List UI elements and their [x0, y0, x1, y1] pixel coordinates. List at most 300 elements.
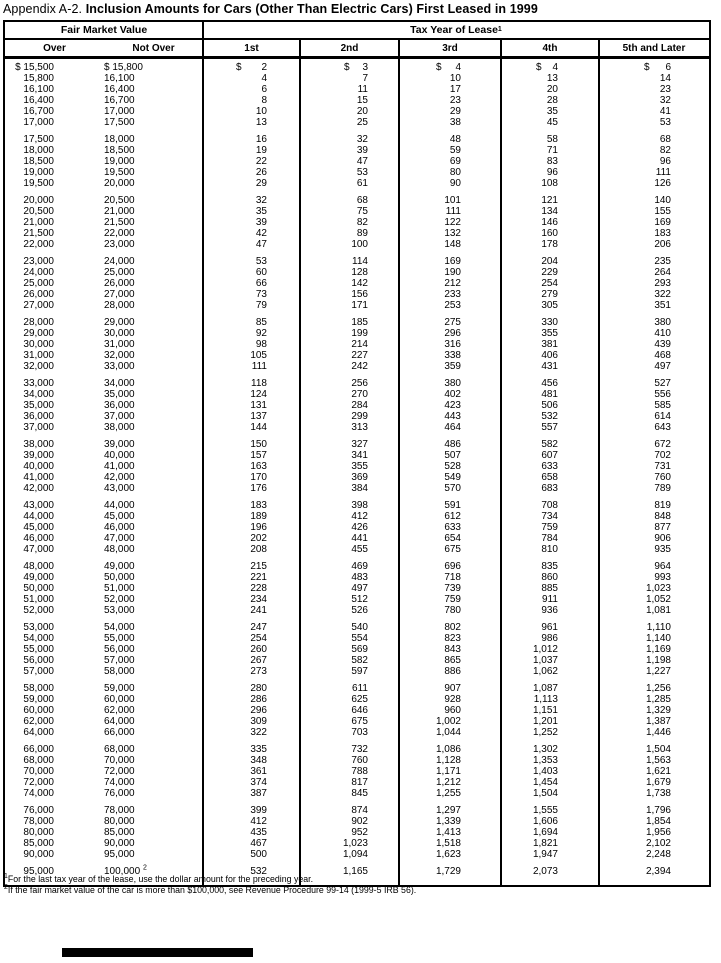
amount: 387	[250, 788, 267, 799]
table-cell	[300, 522, 399, 533]
table-cell	[5, 439, 104, 450]
table-cell	[599, 849, 709, 860]
table-cell	[203, 328, 300, 339]
column-header-3rd: 3rd	[442, 42, 458, 54]
amount: 44,000	[104, 500, 135, 511]
amount: 118	[251, 378, 267, 389]
table-row	[5, 805, 709, 816]
amount: 675	[444, 544, 461, 555]
amount: 20	[356, 106, 368, 117]
amount: 672	[654, 439, 671, 450]
amount: 55,000	[104, 633, 135, 644]
amount: 176	[250, 483, 267, 494]
table-cell	[501, 533, 599, 544]
amount: 835	[541, 561, 558, 572]
amount: 532	[541, 411, 558, 422]
footnotes	[4, 874, 416, 896]
table-cell	[104, 727, 203, 738]
table-cell	[104, 178, 203, 189]
amount: 614	[654, 411, 671, 422]
table-cell	[599, 62, 709, 73]
amount: $ 15,500	[15, 62, 54, 73]
amount: 49,000	[104, 561, 135, 572]
amount: 144	[250, 422, 267, 433]
amount: 68	[659, 134, 671, 145]
table-row	[5, 744, 709, 755]
table-cell	[501, 866, 599, 877]
table-cell	[599, 300, 709, 311]
table-cell	[203, 816, 300, 827]
amount: 817	[351, 777, 368, 788]
table-cell	[5, 849, 104, 860]
table-cell	[599, 361, 709, 372]
table-cell	[399, 655, 501, 666]
amount: 111	[445, 206, 461, 217]
table-row	[5, 777, 709, 788]
table-cell	[501, 805, 599, 816]
amount: 14	[659, 73, 671, 84]
table-cell	[501, 361, 599, 372]
table-cell	[300, 328, 399, 339]
amount: 911	[542, 594, 558, 605]
amount: 16	[255, 134, 267, 145]
table-cell	[300, 694, 399, 705]
amount: 45,000	[104, 511, 135, 522]
amount: 140	[654, 195, 671, 206]
amount: 28,000	[23, 317, 54, 328]
amount: 72,000	[104, 766, 135, 777]
row-group	[5, 317, 709, 372]
amount: 142	[351, 278, 368, 289]
amount: 58,000	[23, 683, 54, 694]
amount: 35	[255, 206, 267, 217]
table-cell	[300, 178, 399, 189]
amount: 13	[255, 117, 267, 128]
table-cell	[399, 117, 501, 128]
table-cell	[203, 228, 300, 239]
table-cell	[501, 378, 599, 389]
table-row	[5, 206, 709, 217]
table-cell	[5, 450, 104, 461]
amount: 16,700	[23, 106, 54, 117]
amount: 233	[444, 289, 461, 300]
page-title	[3, 2, 538, 16]
table-cell	[399, 849, 501, 860]
amount: 190	[444, 267, 461, 278]
amount: 19,500	[104, 167, 135, 178]
table-cell	[300, 483, 399, 494]
appendix-label: Appendix A-2.	[3, 2, 83, 16]
table-cell	[5, 156, 104, 167]
amount: 70,000	[23, 766, 54, 777]
table-cell	[599, 533, 709, 544]
amount: 381	[541, 339, 558, 350]
table-cell	[203, 777, 300, 788]
table-cell	[104, 450, 203, 461]
table-row	[5, 178, 709, 189]
amount: 121	[541, 195, 558, 206]
amount: 412	[250, 816, 267, 827]
table-cell	[104, 766, 203, 777]
table-cell	[300, 561, 399, 572]
table-header-row-2	[5, 40, 709, 59]
table-cell	[5, 134, 104, 145]
table-cell	[203, 544, 300, 555]
amount: 380	[444, 378, 461, 389]
table-cell	[599, 328, 709, 339]
table-cell	[599, 605, 709, 616]
amount: 21,000	[23, 217, 54, 228]
table-cell	[203, 666, 300, 677]
amount: 185	[351, 317, 368, 328]
amount: 178	[541, 239, 558, 250]
amount: 8	[261, 95, 267, 106]
amount: 497	[654, 361, 671, 372]
table-cell	[104, 339, 203, 350]
amount: 384	[351, 483, 368, 494]
table-cell	[599, 716, 709, 727]
amount: 31,000	[104, 339, 135, 350]
amount: 256	[351, 378, 368, 389]
table-cell	[300, 644, 399, 655]
row-group	[5, 561, 709, 616]
table-cell	[5, 583, 104, 594]
amount: 611	[352, 683, 368, 694]
table-cell	[599, 195, 709, 206]
table-cell	[203, 605, 300, 616]
amount: 43,000	[23, 500, 54, 511]
table-cell	[501, 727, 599, 738]
amount: 399	[250, 805, 267, 816]
amount: 35,000	[104, 389, 135, 400]
table-row	[5, 694, 709, 705]
table-cell	[599, 522, 709, 533]
table-cell	[501, 583, 599, 594]
table-row	[5, 838, 709, 849]
amount: 19	[255, 145, 267, 156]
amount: 26,000	[23, 289, 54, 300]
amount: 702	[654, 450, 671, 461]
table-cell	[399, 622, 501, 633]
amount: 423	[444, 400, 461, 411]
table-cell	[399, 206, 501, 217]
table-cell	[599, 73, 709, 84]
amount: 4	[552, 62, 558, 73]
table-cell	[104, 317, 203, 328]
table-cell	[399, 727, 501, 738]
table-cell	[203, 378, 300, 389]
amount: 280	[250, 683, 267, 694]
amount: 819	[654, 500, 671, 511]
amount: 654	[444, 533, 461, 544]
amount: 1,151	[532, 705, 558, 716]
amount: 221	[250, 572, 267, 583]
table-cell	[399, 228, 501, 239]
amount: 455	[351, 544, 368, 555]
amount: 22	[255, 156, 267, 167]
amount: 74,000	[23, 788, 54, 799]
table-cell	[104, 583, 203, 594]
column-header-1st: 1st	[244, 42, 259, 54]
table-cell	[399, 461, 501, 472]
amount: 341	[351, 450, 368, 461]
amount: 582	[541, 439, 558, 450]
table-cell	[203, 400, 300, 411]
table-cell	[300, 400, 399, 411]
table-cell	[5, 544, 104, 555]
table-cell	[501, 156, 599, 167]
table-cell	[399, 167, 501, 178]
table-cell	[5, 378, 104, 389]
table-row	[5, 195, 709, 206]
table-cell	[501, 300, 599, 311]
amount: 267	[250, 655, 267, 666]
amount: 760	[654, 472, 671, 483]
table-cell	[599, 727, 709, 738]
table-cell	[399, 644, 501, 655]
amount: 964	[654, 561, 671, 572]
table-cell	[104, 655, 203, 666]
table-cell	[501, 350, 599, 361]
amount: 21,500	[104, 217, 135, 228]
table-cell	[203, 633, 300, 644]
amount: 435	[250, 827, 267, 838]
amount: 1,694	[532, 827, 558, 838]
amount: 169	[444, 256, 461, 267]
table-cell	[300, 62, 399, 73]
table-row	[5, 300, 709, 311]
amount: 30,000	[23, 339, 54, 350]
amount: 68,000	[23, 755, 54, 766]
amount: 1,563	[645, 755, 671, 766]
table-cell	[501, 716, 599, 727]
table-cell	[300, 167, 399, 178]
amount: 296	[250, 705, 267, 716]
amount: 299	[351, 411, 368, 422]
table-cell	[300, 106, 399, 117]
amount: 1,201	[532, 716, 558, 727]
amount: 137	[250, 411, 267, 422]
header-fair-market-value: Fair Market Value	[60, 24, 148, 36]
amount: 229	[541, 267, 558, 278]
amount: 80,000	[23, 827, 54, 838]
table-cell	[501, 827, 599, 838]
table-cell	[203, 694, 300, 705]
table-cell	[599, 145, 709, 156]
table-cell	[104, 816, 203, 827]
table-cell	[399, 511, 501, 522]
table-cell	[501, 605, 599, 616]
amount: 19,000	[23, 167, 54, 178]
table-cell	[599, 744, 709, 755]
table-cell	[300, 339, 399, 350]
table-cell	[399, 411, 501, 422]
amount: 2,248	[645, 849, 671, 860]
amount: 122	[444, 217, 461, 228]
amount: 60	[255, 267, 267, 278]
amount: 90,000	[104, 838, 135, 849]
table-cell	[599, 544, 709, 555]
amount: 549	[444, 472, 461, 483]
table-cell	[399, 705, 501, 716]
amount: 810	[541, 544, 558, 555]
table-cell	[5, 278, 104, 289]
table-cell	[599, 422, 709, 433]
table-cell	[203, 62, 300, 73]
table-cell	[501, 439, 599, 450]
amount: 1,062	[532, 666, 558, 677]
table-cell	[104, 805, 203, 816]
table-cell	[501, 117, 599, 128]
amount: 410	[654, 328, 671, 339]
amount: 497	[351, 583, 368, 594]
table-cell	[203, 644, 300, 655]
table-cell	[501, 572, 599, 583]
amount: 591	[444, 500, 461, 511]
table-cell	[599, 755, 709, 766]
table-cell	[300, 683, 399, 694]
amount: 1,956	[645, 827, 671, 838]
amount: 646	[351, 705, 368, 716]
amount: 1,679	[645, 777, 671, 788]
amount: 1,252	[532, 727, 558, 738]
amount: 66,000	[23, 744, 54, 755]
amount: 64,000	[23, 727, 54, 738]
table-cell	[501, 461, 599, 472]
table-cell	[399, 156, 501, 167]
table-cell	[399, 583, 501, 594]
column-header-5th-and-later: 5th and Later	[622, 42, 686, 54]
table-cell	[501, 389, 599, 400]
amount: 6	[665, 62, 671, 73]
table-cell	[203, 766, 300, 777]
table-cell	[300, 95, 399, 106]
table-cell	[203, 849, 300, 860]
table-cell	[501, 317, 599, 328]
table-cell	[501, 777, 599, 788]
table-cell	[300, 716, 399, 727]
table-cell	[300, 655, 399, 666]
row-group	[5, 805, 709, 860]
dollar-sign: $	[536, 62, 542, 73]
amount: 1,854	[645, 816, 671, 827]
amount: 1,403	[532, 766, 558, 777]
table-cell	[399, 594, 501, 605]
table-cell	[104, 117, 203, 128]
table-cell	[501, 73, 599, 84]
amount: 30,000	[104, 328, 135, 339]
table-cell	[203, 361, 300, 372]
table-cell	[104, 594, 203, 605]
amount: 96	[659, 156, 671, 167]
amount: 247	[250, 622, 267, 633]
table-row	[5, 605, 709, 616]
amount: 16,100	[104, 73, 135, 84]
row-group	[5, 439, 709, 494]
amount: 17,500	[23, 134, 54, 145]
amount: 83	[546, 156, 558, 167]
column-header-2nd: 2nd	[340, 42, 359, 54]
table-cell	[300, 217, 399, 228]
amount: 23	[659, 84, 671, 95]
amount: 1,947	[532, 849, 558, 860]
amount: 215	[250, 561, 267, 572]
table-cell	[5, 716, 104, 727]
amount: 398	[351, 500, 368, 511]
dollar-sign: $	[344, 62, 350, 73]
amount: 526	[351, 605, 368, 616]
table-cell	[5, 666, 104, 677]
amount: 348	[250, 755, 267, 766]
table-cell	[599, 694, 709, 705]
table-cell	[300, 500, 399, 511]
table-cell	[501, 289, 599, 300]
table-cell	[5, 228, 104, 239]
table-cell	[399, 522, 501, 533]
amount: 204	[541, 256, 558, 267]
table-cell	[5, 755, 104, 766]
amount: 43,000	[104, 483, 135, 494]
table-cell	[501, 838, 599, 849]
table-row	[5, 117, 709, 128]
amount: 585	[654, 400, 671, 411]
table-cell	[203, 106, 300, 117]
amount: 100,000 $^2$	[104, 864, 147, 877]
table-row	[5, 766, 709, 777]
table-cell	[104, 361, 203, 372]
amount: 1,044	[435, 727, 461, 738]
table-row	[5, 339, 709, 350]
amount: 359	[444, 361, 461, 372]
table-row	[5, 145, 709, 156]
table-cell	[5, 239, 104, 250]
table-cell	[501, 106, 599, 117]
amount: 32	[356, 134, 368, 145]
table-cell	[104, 300, 203, 311]
amount: 64,000	[104, 716, 135, 727]
amount: 40,000	[23, 461, 54, 472]
table-row	[5, 716, 709, 727]
amount: 865	[444, 655, 461, 666]
amount: 45	[546, 117, 558, 128]
amount: 1,165	[342, 866, 368, 877]
amount: 1,413	[435, 827, 461, 838]
table-cell	[203, 178, 300, 189]
amount: 78,000	[104, 805, 135, 816]
amount: 29	[255, 178, 267, 189]
table-row	[5, 278, 709, 289]
amount: 35,000	[23, 400, 54, 411]
table-row	[5, 472, 709, 483]
amount: 1,518	[435, 838, 461, 849]
amount: 46,000	[23, 533, 54, 544]
amount: 15	[356, 95, 368, 106]
amount: 39,000	[23, 450, 54, 461]
table-cell	[399, 217, 501, 228]
table-cell	[501, 278, 599, 289]
amount: 658	[541, 472, 558, 483]
amount: 61	[356, 178, 368, 189]
amount: 902	[351, 816, 368, 827]
amount: 1,002	[435, 716, 461, 727]
amount: 293	[654, 278, 671, 289]
table-cell	[104, 145, 203, 156]
table-cell	[5, 256, 104, 267]
table-cell	[399, 134, 501, 145]
table-cell	[300, 267, 399, 278]
amount: 16,400	[23, 95, 54, 106]
amount: 500	[250, 849, 267, 860]
